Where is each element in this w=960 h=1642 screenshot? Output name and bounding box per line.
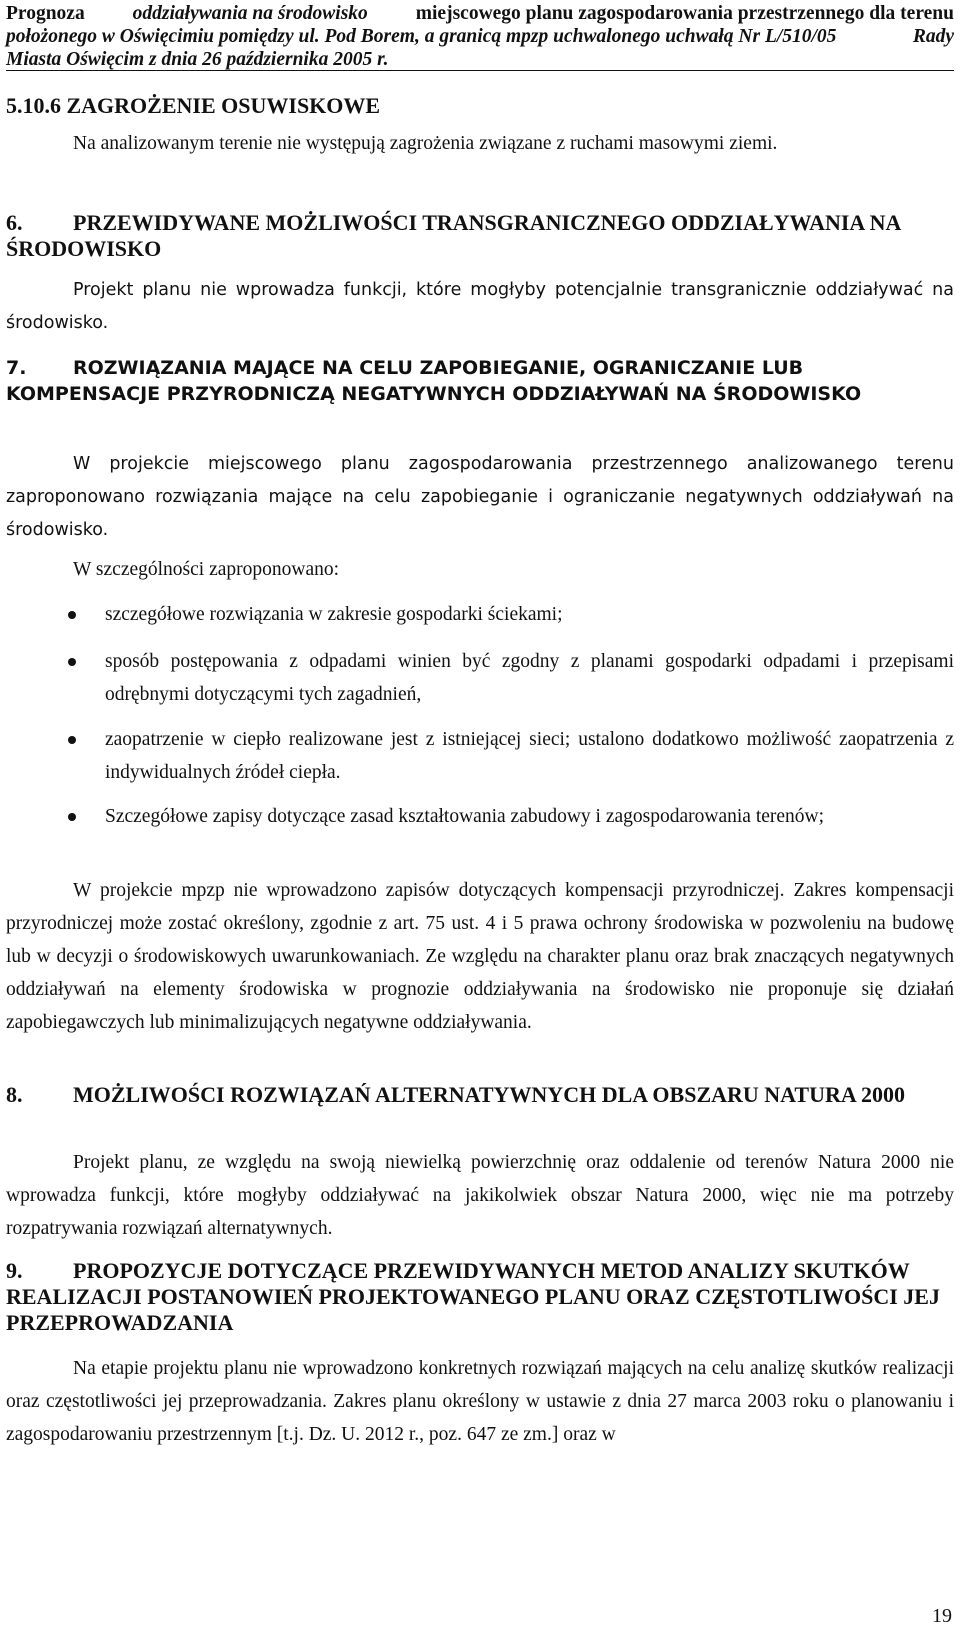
paragraph-8: Projekt planu, ze względu na swoją niewielką powierzchnię oraz oddalenie od terenów Natura 2000 nie wprowadza funkcji, które mogłyby oddziaływać na jakikolwiek obszar Natura 2000, więc nie ma potrzeby rozpatrywania rozwiązań alternatywnych. [6,1152,954,1239]
paragraph-5-10-6: Na analizowanym terenie nie występują zagrożenia związane z ruchami masowymi ziemi. [73,133,778,154]
header-divider [6,70,954,71]
header-line-1 [6,2,954,25]
header-line-3 [6,48,954,71]
heading-8 [6,1082,954,1108]
list-item [105,645,954,711]
header-line-2a: położonego w Oświęcimiu pomiędzy ul. Pod Borem, a granicą mpzp uchwalonego uchwałą Nr L/510/05 [6,26,837,47]
header-line-2 [6,25,954,48]
heading-9 [6,1258,954,1336]
paragraph-6: Projekt planu nie wprowadza funkcji, które mogłyby potencjalnie transgranicznie oddziaływać na środowisko. [6,280,954,333]
heading-9-title: PROPOZYCJE DOTYCZĄCE PRZEWIDYWANYCH METOD ANALIZY SKUTKÓW REALIZACJI POSTANOWIEŃ PROJEKTOWANEGO PLANU ORAZ CZĘSTOTLIWOŚCI JEJ PRZEPROWADZANIA [6,1258,940,1335]
paragraph-7-lead: W szczególności zaproponowano: [73,559,340,580]
bullet-dot-icon [68,658,76,666]
header-line-1a: Prognoza [6,3,85,24]
bullet-dot-icon [68,736,76,744]
page-number: 19 [932,1605,952,1627]
heading-7 [6,355,954,407]
header-line-2b: Rady [912,26,954,47]
heading-7-number: 7. [6,357,27,379]
heading-6 [6,210,954,262]
header-line-1b: oddziaływania na środowisko [132,3,368,24]
paragraph-7-intro: W projekcie miejscowego planu zagospodarowania przestrzennego analizowanego terenu zaproponowano rozwiązania mające na celu zapobieganie i ograniczanie negatywnych oddziaływań na środowisko. [6,454,954,540]
heading-6-number: 6. [6,210,23,235]
heading-7-title: ROZWIĄZANIA MAJĄCE NA CELU ZAPOBIEGANIE, OGRANICZANIE LUB KOMPENSACJE PRZYRODNICZĄ NEGATYWNYCH ODDZIAŁYWAŃ NA ŚRODOWISKO [6,357,862,405]
paragraph-7-compensation: W projekcie mpzp nie wprowadzono zapisów dotyczących kompensacji przyrodniczej. Zakres kompensacji przyrodniczej może zostać określony, zgodnie z art. 75 ust. 4 i 5 prawa ochrony środowiska w pozwoleniu na budowę lub w decyzji o środowiskowych uwarunkowaniach. Ze względu na charakter planu oraz brak znaczących negatywnych oddziaływań na elementy środowiska w prognozie oddziaływania na środowisko nie proponuje się działań zapobiegawczych lub minimalizujących negatywne oddziaływania. [6,880,954,1033]
bullet-dot-icon [68,813,76,821]
list-item-text: szczegółowe rozwiązania w zakresie gospodarki ściekami; [105,604,563,625]
header-line-3-text: Miasta Oświęcim z dnia 26 października 2005 r. [6,49,389,70]
list-item-text: sposób postępowania z odpadami winien być zgodny z planami gospodarki odpadami i przepisami odrębnymi dotyczącymi tych zagadnień, [105,651,954,705]
list-item [105,800,954,833]
running-header [6,2,954,71]
list-item-text: Szczegółowe zapisy dotyczące zasad kształtowania zabudowy i zagospodarowania terenów; [105,806,825,827]
list-item-text: zaopatrzenie w ciepło realizowane jest z istniejącej sieci; ustalono dodatkowo możliwość zaopatrzenia z indywidualnych źródeł ciepła. [105,729,954,783]
heading-8-title: MOŻLIWOŚCI ROZWIĄZAŃ ALTERNATYWNYCH DLA OBSZARU NATURA 2000 [73,1082,906,1107]
list-item [105,723,954,789]
paragraph-9: Na etapie projektu planu nie wprowadzono konkretnych rozwiązań mających na celu analizę skutków realizacji oraz częstotliwości jej przeprowadzania. Zakres planu określony w ustawie z dnia 27 marca 2003 roku o planowaniu i zagospodarowaniu przestrzennym [t.j. Dz. U. 2012 r., poz. 647 ze zm.] oraz w [6,1358,954,1445]
header-line-1c: miejscowego planu zagospodarowania przestrzennego dla terenu [415,3,954,24]
bullet-dot-icon [68,611,76,619]
heading-6-title: PRZEWIDYWANE MOŻLIWOŚCI TRANSGRANICZNEGO ODDZIAŁYWANIA NA ŚRODOWISKO [6,210,901,261]
heading-8-number: 8. [6,1082,23,1107]
heading-5-10-6: 5.10.6 ZAGROŻENIE OSUWISKOWE [6,93,381,118]
heading-9-number: 9. [6,1258,23,1283]
list-item [105,598,954,631]
